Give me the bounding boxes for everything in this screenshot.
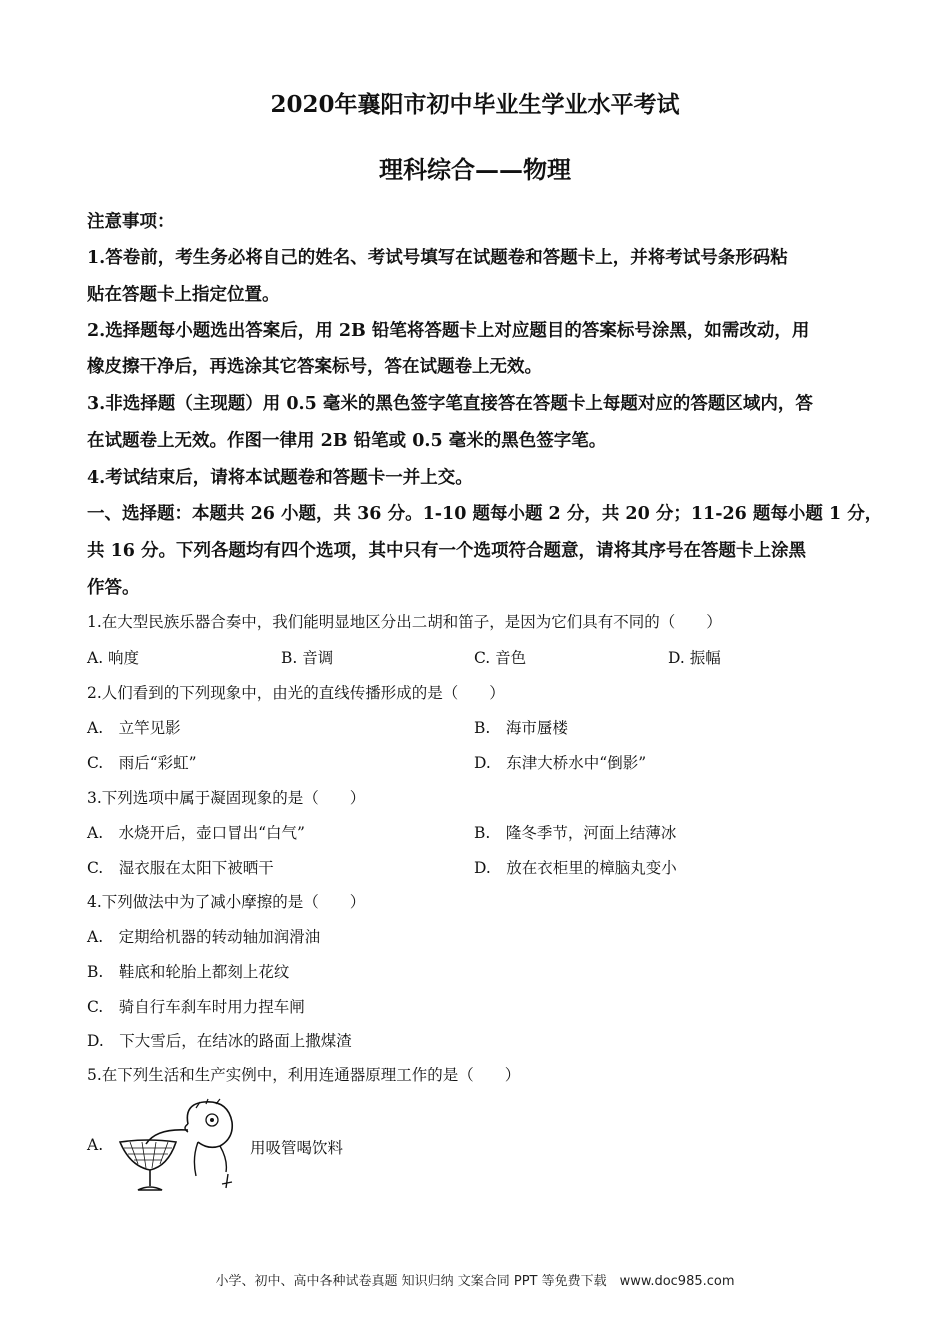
page-footer[interactable]: 小学、初中、高中各种试卷真题 知识归纳 文案合同 PPT 等免费下载 www.doc985.com <box>215 1274 735 1289</box>
option-c: C. 骑自行车刹车时用力捏车闸 <box>87 998 305 1016</box>
exam-title: 2020年襄阳市初中毕业生学业水平考试 <box>270 91 680 118</box>
notice-line: 1.答卷前，考生务必将自己的姓名、考试号填写在试题卷和答题卡上，并将考试号条形码粘 <box>87 248 788 268</box>
question-stem: 2.人们看到的下列现象中，由光的直线传播形成的是（ ） <box>87 684 505 702</box>
option-a: A. 定期给机器的转动轴加润滑油 <box>87 928 321 946</box>
option-a: A. 水烧开后，壶口冒出“白气” <box>87 824 305 842</box>
option-d: D. 东津大桥水中“倒影” <box>474 754 647 772</box>
option-a: A. 立竿见影 <box>87 719 181 737</box>
notice-line: 4.考试结束后，请将本试题卷和答题卡一并上交。 <box>87 468 473 488</box>
option-d: D. 振幅 <box>668 649 721 667</box>
option-b: B. 海市蜃楼 <box>474 719 568 737</box>
notice-line: 3.非选择题（主现题）用 0.5 毫米的黑色签字笔直接答在答题卡上每题对应的答题区域内，答 <box>87 394 813 414</box>
option-b: B. 音调 <box>281 649 334 667</box>
option-d: D. 下大雪后，在结冰的路面上撒煤渣 <box>87 1032 352 1050</box>
notice-line: 2.选择题每小题选出答案后，用 2B 铅笔将答题卡上对应题目的答案标号涂黑，如需改动，用 <box>87 321 810 341</box>
notice-line: 在试题卷上无效。作图一律用 2B 铅笔或 0.5 毫米的黑色签字笔。 <box>87 431 607 451</box>
question-stem: 5.在下列生活和生产实例中，利用连通器原理工作的是（ ） <box>87 1066 521 1084</box>
option-c: C. 雨后“彩虹” <box>87 754 197 772</box>
section-instruction: 共 16 分。下列各题均有四个选项，其中只有一个选项符合题意，请将其序号在答题卡上涂黑 <box>87 541 807 561</box>
exam-subtitle: 理科综合——物理 <box>379 155 571 184</box>
question-stem: 4.下列做法中为了减小摩擦的是（ ） <box>87 893 366 911</box>
notice-line: 贴在答题卡上指定位置。 <box>87 285 280 305</box>
section-instruction: 一、选择题：本题共 26 小题，共 36 分。1-10 题每小题 2 分，共 20 分；11-26 题每小题 1 分， <box>87 504 883 524</box>
option-a: A. 响度 <box>87 649 140 667</box>
drinking-straw-figure <box>116 1098 244 1200</box>
option-a: A. <box>87 1136 104 1154</box>
notice-line: 橡皮擦干净后，再选涂其它答案标号，答在试题卷上无效。 <box>87 357 542 377</box>
section-instruction: 作答。 <box>87 578 140 598</box>
option-d: D. 放在衣柜里的樟脑丸变小 <box>474 859 677 877</box>
notice-heading: 注意事项： <box>87 212 175 232</box>
option-a-text: 用吸管喝饮料 <box>250 1139 344 1157</box>
question-stem: 3.下列选项中属于凝固现象的是（ ） <box>87 789 366 807</box>
option-c: C. 音色 <box>474 649 527 667</box>
option-b: B. 隆冬季节，河面上结薄冰 <box>474 824 677 842</box>
option-c: C. 湿衣服在太阳下被晒干 <box>87 859 274 877</box>
option-b: B. 鞋底和轮胎上都刻上花纹 <box>87 963 290 981</box>
question-stem: 1.在大型民族乐器合奏中，我们能明显地区分出二胡和笛子，是因为它们具有不同的（ ） <box>87 613 722 631</box>
